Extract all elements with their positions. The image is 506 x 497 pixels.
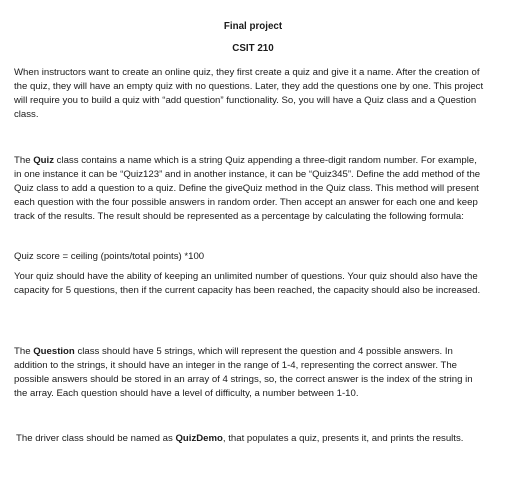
driver-class-paragraph	[16, 432, 486, 446]
question-paragraph-lead: The	[14, 346, 34, 357]
quiz-paragraph-lead: The	[14, 155, 34, 166]
driver-paragraph-rest: , that populates a quiz, presents it, and prints the results.	[222, 433, 464, 444]
question-class-paragraph	[14, 345, 486, 401]
capacity-paragraph: Your quiz should have the ability of keeping an unlimited number of questions. Your quiz should also have the capacity for 5 questions, then if the current capacity has been reached, the capacity should also be increased.	[14, 271, 481, 296]
document-title: Final project	[223, 21, 283, 32]
driver-paragraph-lead: The driver class should be named as	[16, 433, 176, 444]
score-formula: Quiz score = ceiling (points/total points) *100	[14, 251, 205, 262]
intro-paragraph: When instructors want to create an online quiz, they first create a quiz and give it a name. After the creation of the quiz, they will have an empty quiz with no questions. Later, they add the questions one by one. This project will require you to build a quiz with “add question” functionality. So, you will have a Quiz class and a Question class.	[14, 67, 484, 120]
quiz-paragraph-rest: class contains a name which is a string Quiz appending a three-digit random number. For example, in one instance it can be “Quiz123” and in another instance, it can be “Quiz345”. Define the add method of the Quiz class to add a question to a quiz. Define the giveQuiz method in the Quiz class. This method will present each question with the four possible answers in random order. Then accept an answer for each one and keep track of the results. The result should be represented as a percentage by calculating the following formula:	[14, 155, 481, 222]
quiz-class-name: Quiz	[33, 155, 54, 166]
quiz-class-paragraph	[14, 154, 486, 224]
question-paragraph-rest: class should have 5 strings, which will represent the question and 4 possible answers. In addition to the strings, it should have an integer in the range of 1-4, representing the correct answer. The possible answers should be stored in an array of 4 strings, so, the correct answer is the index of the string in the array. Each question should have a level of difficulty, a number between 1-10.	[14, 346, 473, 399]
driver-class-name: QuizDemo	[175, 433, 223, 444]
question-class-name: Question	[33, 346, 75, 357]
course-code: CSIT 210	[232, 43, 274, 54]
